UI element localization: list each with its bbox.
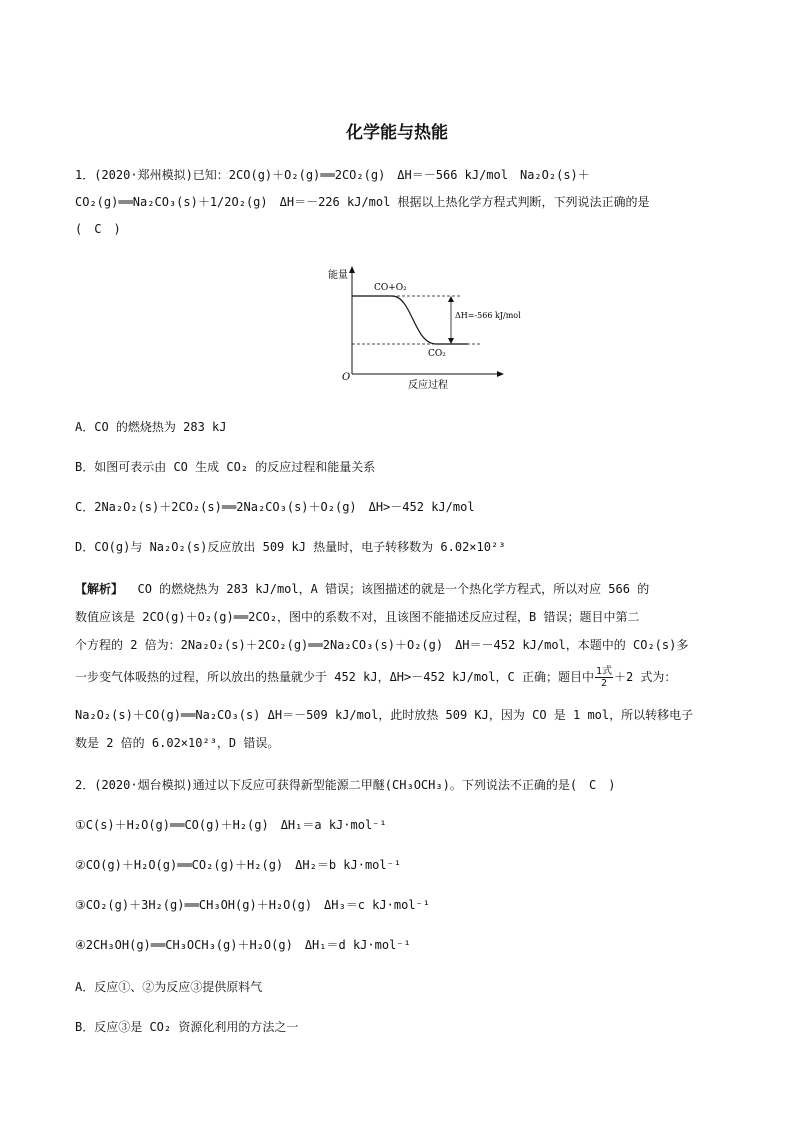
analysis-text-4b: ＋2 式为： — [613, 670, 677, 684]
energy-diagram — [320, 262, 521, 392]
q1-stem-line-2: CO₂(g)══Na₂CO₃(s)＋1/2O₂(g) ΔH＝－226 kJ/mol 根据以上热化学方程式判断，下列说法正确的是 — [75, 195, 650, 209]
analysis-line-4 — [75, 666, 676, 689]
q2-option-b: B．反应③是 CO₂ 资源化利用的方法之一 — [75, 1020, 299, 1034]
q2-reaction-2: ②CO(g)＋H₂O(g)══CO₂(g)＋H₂(g) ΔH₂＝b kJ·mol⁻¹ — [75, 858, 402, 872]
q1-answer: ( C ) — [75, 222, 121, 236]
analysis-text-4: 一步变气体吸热的过程，所以放出的热量就少于 452 kJ，ΔH>－452 kJ/mol，C 正确；题目中 — [75, 670, 594, 684]
dh-arrow-down-icon — [448, 338, 454, 344]
analysis-tag: 【解析】 — [75, 582, 124, 596]
y-axis-arrow-icon — [349, 266, 355, 273]
q1-stem-line-1: 1．(2020·郑州模拟)已知：2CO(g)＋O₂(g)══2CO₂(g) ΔH＝－566 kJ/mol Na₂O₂(s)＋ — [75, 168, 590, 182]
fraction-numerator: 1式 — [595, 666, 612, 677]
q1-option-c: C．2Na₂O₂(s)＋2CO₂(s)══2Na₂CO₃(s)＋O₂(g) ΔH>－452 kJ/mol — [75, 500, 475, 514]
q2-reaction-3: ③CO₂(g)＋3H₂(g)══CH₃OH(g)＋H₂O(g) ΔH₃＝c kJ·mol⁻¹ — [75, 898, 430, 912]
q1-option-d: D．CO(g)与 Na₂O₂(s)反应放出 509 kJ 热量时，电子转移数为 6.02×10²³ — [75, 540, 506, 554]
x-axis-arrow-icon — [497, 371, 504, 377]
analysis-line-5: Na₂O₂(s)＋CO(g)══Na₂CO₃(s) ΔH＝－509 kJ/mol，此时放热 509 KJ，因为 CO 是 1 mol，所以转移电子 — [75, 708, 694, 722]
analysis-line-2: 数值应该是 2CO(g)＋O₂(g)══2CO₂，图中的系数不对，且该图不能描述反应过程，B 错误；题目中第二 — [75, 610, 640, 624]
lower-level-label: CO₂ — [428, 349, 446, 359]
analysis-line-1 — [75, 580, 649, 598]
analysis-line-6: 数是 2 倍的 6.02×10²³，D 错误。 — [75, 736, 280, 750]
fraction-denominator: 2 — [600, 678, 607, 689]
page-title: 化学能与热能 — [346, 123, 448, 143]
q2-reaction-4: ④2CH₃OH(g)══CH₃OCH₃(g)＋H₂O(g) ΔH₁＝d kJ·mol⁻¹ — [75, 938, 411, 952]
upper-level-label: CO+O₂ — [374, 283, 407, 293]
analysis-line-3: 个方程的 2 倍为：2Na₂O₂(s)＋2CO₂(g)══2Na₂CO₃(s)＋O₂(g) ΔH＝－452 kJ/mol，本题中的 CO₂(s)多 — [75, 638, 689, 652]
delta-h-label: ΔH=-566 kJ/mol — [455, 311, 521, 320]
q2-reaction-1: ①C(s)＋H₂O(g)══CO(g)＋H₂(g) ΔH₁＝a kJ·mol⁻¹ — [75, 818, 387, 832]
fraction — [595, 666, 613, 689]
dh-arrow-up-icon — [448, 296, 454, 302]
origin-label: O — [342, 372, 351, 383]
q2-option-a: A．反应①、②为反应③提供原料气 — [75, 980, 263, 994]
analysis-text-1: CO 的燃烧热为 283 kJ/mol，A 错误；该图描述的就是一个热化学方程式，所以对应 566 的 — [137, 582, 650, 596]
x-axis-label: 反应过程 — [408, 380, 448, 391]
y-axis-label: 能量 — [328, 270, 348, 281]
q2-stem: 2．(2020·烟台模拟)通过以下反应可获得新型能源二甲醚(CH₃OCH₃)。下列说法不正确的是( C ) — [75, 778, 616, 792]
q1-option-a: A．CO 的燃烧热为 283 kJ — [75, 420, 227, 434]
q1-option-b: B．如图可表示由 CO 生成 CO₂ 的反应过程和能量关系 — [75, 460, 376, 474]
